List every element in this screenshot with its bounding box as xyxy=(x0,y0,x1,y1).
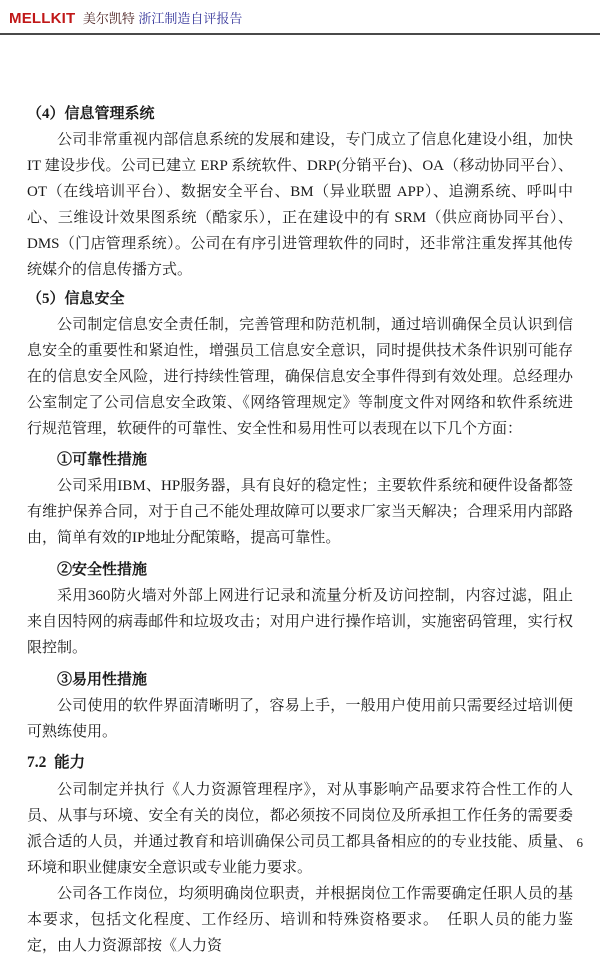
section-5-heading: （5）信息安全 xyxy=(27,291,125,307)
usability-measures-heading: ③易用性措施 xyxy=(57,672,148,688)
reliability-measures-paragraph: 公司采用IBM、HP服务器，具有良好的稳定性；主要软件系统和硬件设备都签有维护保养合同，对于自己不能处理故障可以要求厂家当天解决；合理采用内部路由，简单有效的IP地址分配策略，提高可靠性。 xyxy=(27,478,573,546)
section-5-paragraph: 公司制定信息安全责任制，完善管理和防范机制，通过培训确保全员认识到信息安全的重要性和紧迫性，增强员工信息安全意识，同时提供技术条件识别可能存在的信息安全风险，进行持续性管理，确保信息安全事件得到有效处理。总经理办公室制定了公司信息安全政策、《网络管理规定》等制度文件对网络和软件系统进行规范管理，软硬件的可靠性、安全性和易用性可以表现在以下几个方面： xyxy=(27,317,573,437)
reliability-measures-heading: ①可靠性措施 xyxy=(57,452,148,468)
security-measures-heading: ②安全性措施 xyxy=(57,562,148,578)
brand-logo-text: MELLKIT xyxy=(9,10,76,27)
document-body xyxy=(0,101,600,959)
report-title: 浙江制造自评报告 xyxy=(138,11,243,26)
brand-name-chinese: 美尔凯特 xyxy=(82,11,135,26)
section-7-2-heading: 7.2 能力 xyxy=(27,754,86,771)
section-7-2-paragraph-2: 公司各工作岗位，均须明确岗位职责，并根据岗位工作需要确定任职人员的基本要求，包括文化程度、工作经历、培训和特殊资格要求。 任职人员的能力鉴定，由人力资源部按《人力资 xyxy=(27,886,573,954)
security-measures-paragraph: 采用360防火墙对外部上网进行记录和流量分析及访问控制，内容过滤，阻止来自因特网的病毒邮件和垃圾攻击；对用户进行操作培训，实施密码管理，实行权限控制。 xyxy=(27,588,573,656)
section-4-heading: （4）信息管理系统 xyxy=(27,106,155,122)
section-4-paragraph: 公司非常重视内部信息系统的发展和建设，专门成立了信息化建设小组，加快 IT 建设步伐。公司已建立 ERP 系统软件、DRP(分销平台)、OA（移动协同平台）、OT（在线培训平台）、数据安全平台、BM（异业联盟 APP）、追溯系统、呼叫中心、三维设计效果图系统（酷家乐），正在建设中的有 SRM（供应商协同平台）、DMS（门店管理系统）。公司在有序引进管理软件的同时，还非常注重发挥其他传统媒介的信息传播方式。 xyxy=(27,132,573,278)
section-7-2-paragraph-1: 公司制定并执行《人力资源管理程序》，对从事影响产品要求符合性工作的人员、从事与环境、安全有关的岗位，都必须按不同岗位及所承担工作任务的需要委派合适的人员，并通过教育和培训确保公司员工都具备相应的的专业技能、质量、环境和职业健康安全意识或专业能力要求。 xyxy=(27,782,573,876)
page-number: 6 xyxy=(576,835,583,850)
document-header xyxy=(0,0,600,35)
usability-measures-paragraph: 公司使用的软件界面清晰明了，容易上手，一般用户使用前只需要经过培训便可熟练使用。 xyxy=(27,698,573,740)
